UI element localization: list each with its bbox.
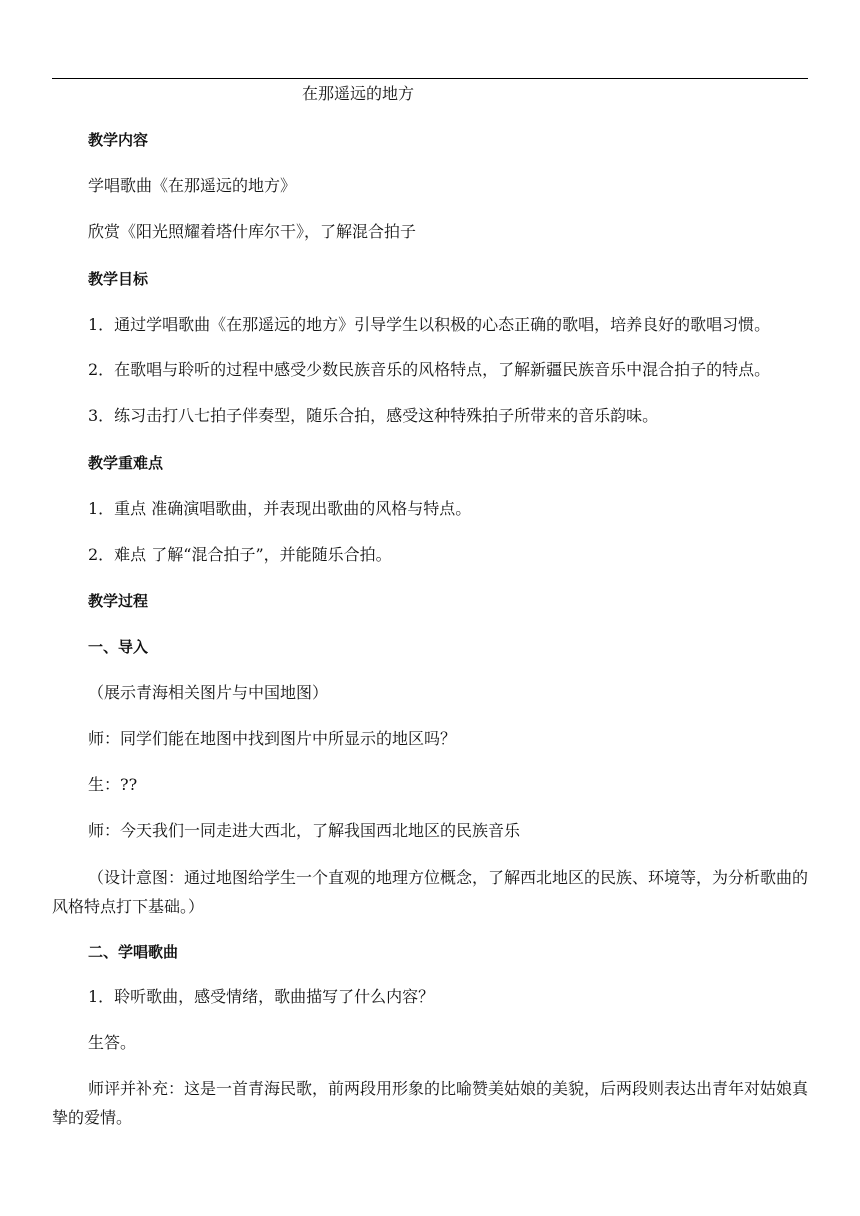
goal-item: 2．在歌唱与聆听的过程中感受少数民族音乐的风格特点，了解新疆民族音乐中混合拍子的特点。: [88, 360, 771, 379]
heading-intro: 一、导入: [88, 638, 149, 656]
header-rule: [52, 78, 808, 79]
key-item: 2．难点 了解“混合拍子”，并能随乐合拍。: [88, 545, 392, 564]
heading-learn-song: 二、学唱歌曲: [88, 943, 179, 961]
key-item: 1．重点 准确演唱歌曲，并表现出歌曲的风格与特点。: [88, 499, 472, 518]
learn-item: 1．聆听歌曲，感受情绪，歌曲描写了什么内容？: [88, 987, 435, 1006]
document-title: 在那遥远的地方: [302, 84, 415, 103]
heading-teaching-process: 教学过程: [88, 592, 149, 610]
intro-design-note: （设计意图：通过地图给学生一个直观的地理方位概念，了解西北地区的民族、环境等，为分析歌曲的风格特点打下基础。）: [52, 868, 809, 916]
intro-item: （展示青海相关图片与中国地图）: [88, 683, 329, 702]
intro-item: 生：??: [88, 775, 138, 794]
heading-teaching-goals: 教学目标: [88, 270, 149, 288]
goal-item: 3．练习击打八七拍子伴奏型，随乐合拍，感受这种特殊拍子所带来的音乐韵味。: [88, 406, 659, 425]
content-item: 学唱歌曲《在那遥远的地方》: [88, 176, 297, 195]
learn-comment: 师评并补充：这是一首青海民歌，前两段用形象的比喻赞美姑娘的美貌，后两段则表达出青年对姑娘真挚的爱情。: [52, 1079, 809, 1127]
heading-teaching-content: 教学内容: [88, 131, 149, 149]
intro-item: 师：同学们能在地图中找到图片中所显示的地区吗？: [88, 729, 457, 748]
goal-item: 1．通过学唱歌曲《在那遥远的地方》引导学生以积极的心态正确的歌唱，培养良好的歌唱习惯。: [88, 315, 771, 334]
heading-key-points: 教学重难点: [88, 454, 164, 472]
learn-item: 生答。: [88, 1033, 137, 1052]
intro-item: 师：今天我们一同走进大西北，了解我国西北地区的民族音乐: [88, 821, 521, 840]
content-item: 欣赏《阳光照耀着塔什库尔干》，了解混合拍子: [88, 222, 417, 241]
